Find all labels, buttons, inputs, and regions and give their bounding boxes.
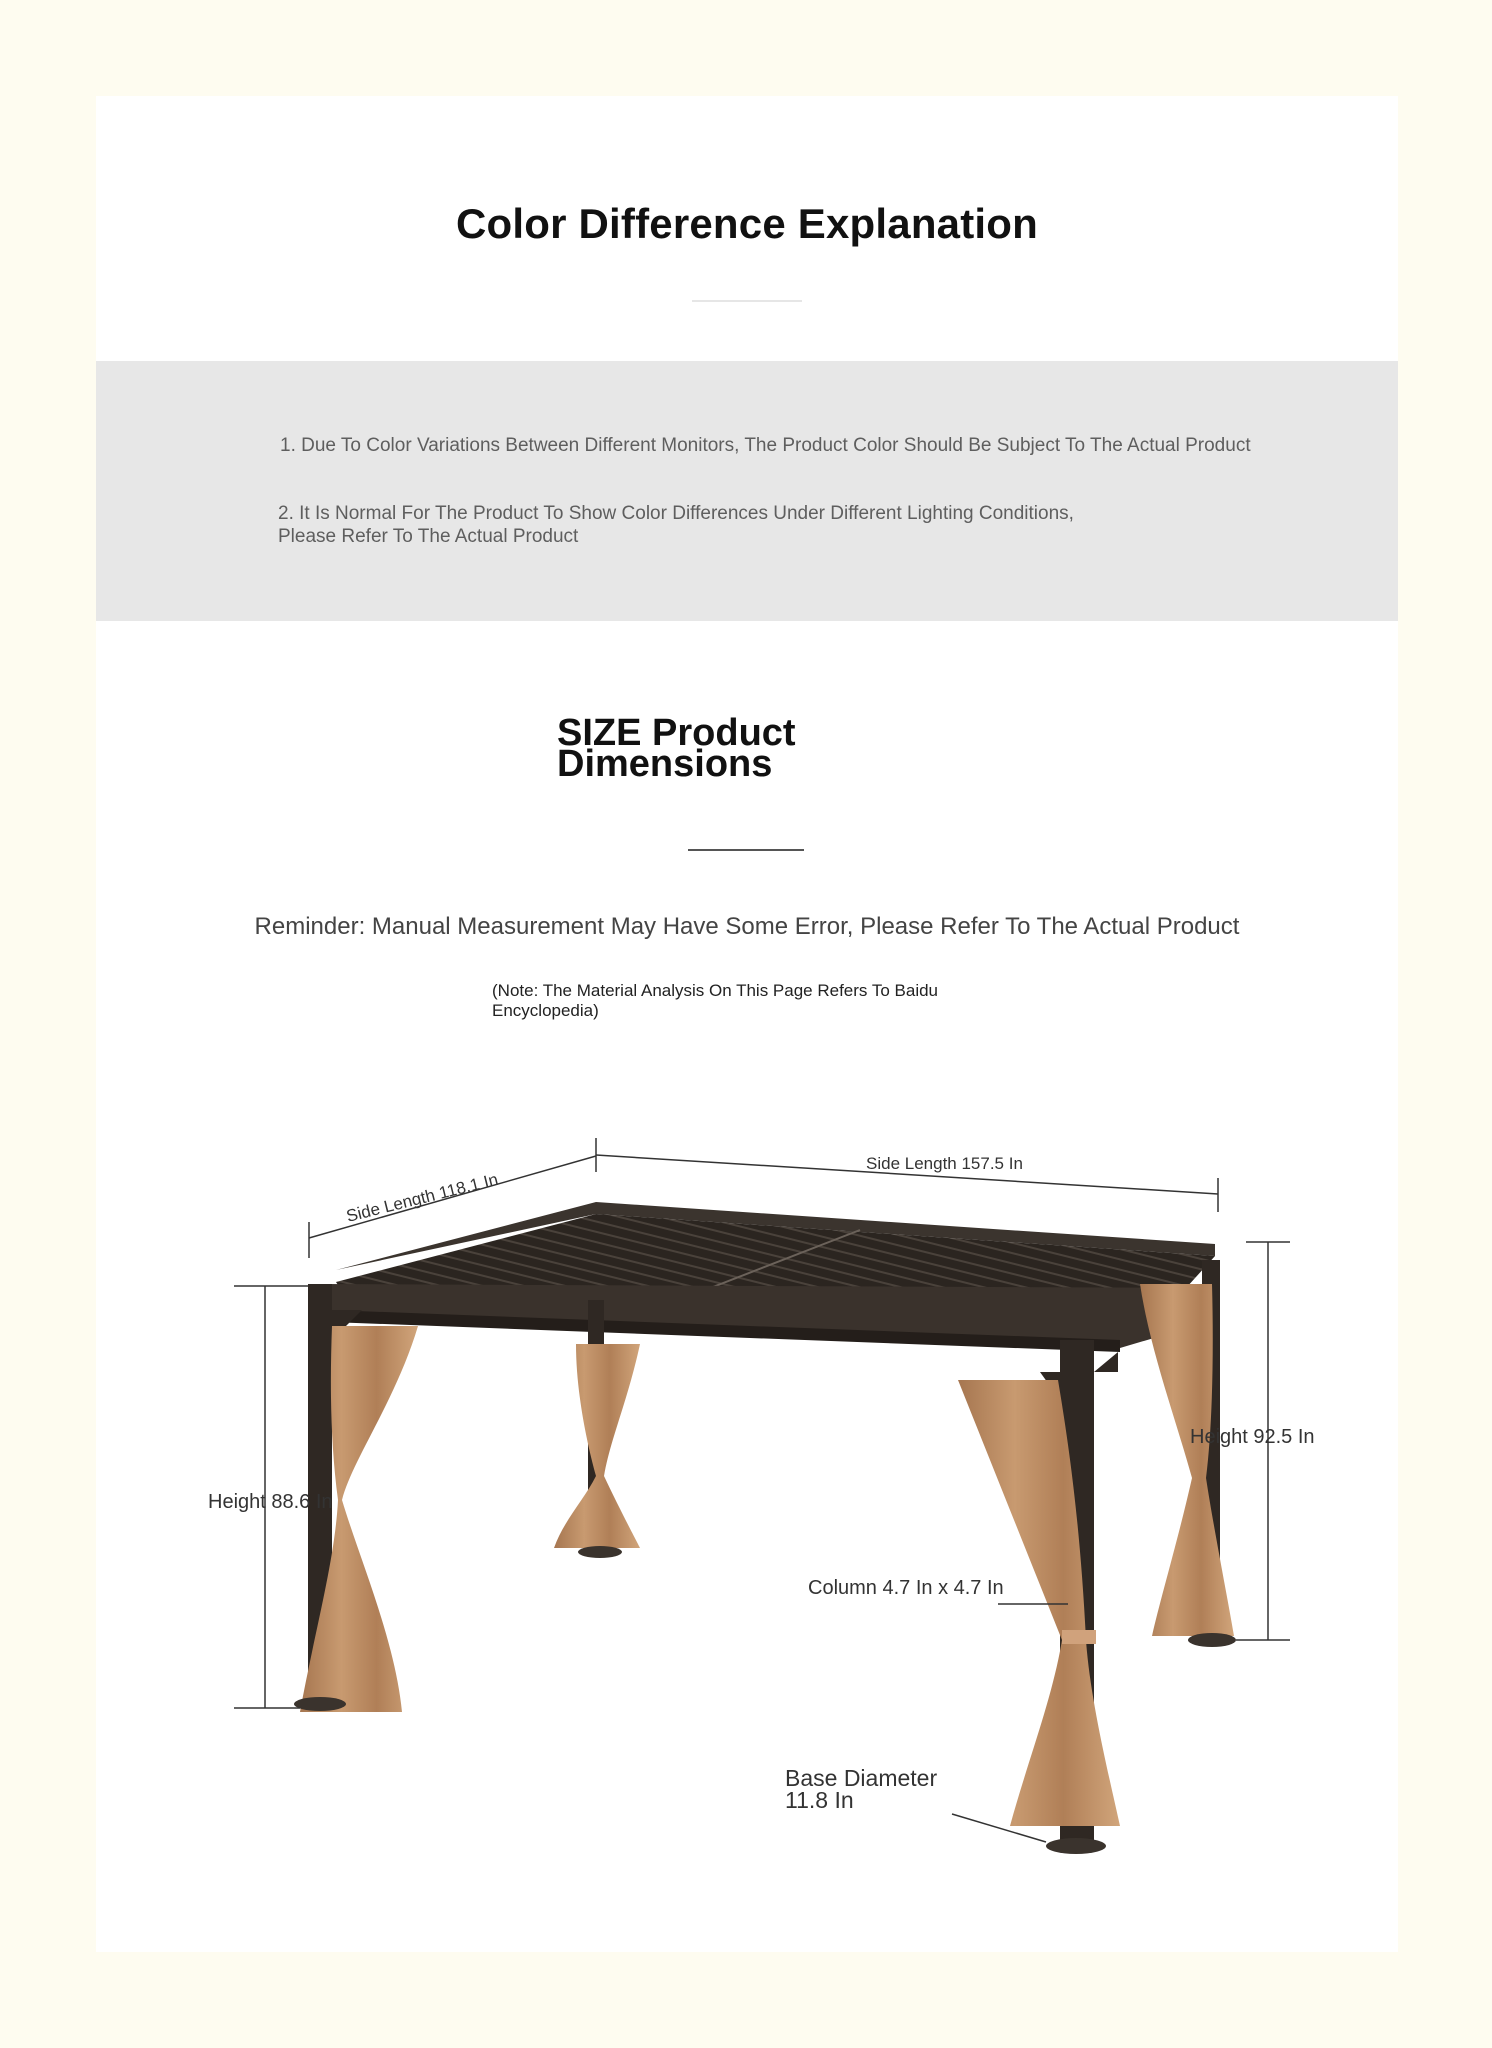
color-note-2-line2: Please Refer To The Actual Product [278,526,579,547]
curtain-back-left [554,1344,640,1548]
material-note-line1: (Note: The Material Analysis On This Page Refers To Baidu [492,981,939,1000]
color-note-2-line1: 2. It Is Normal For The Product To Show Color Differences Under Different Lighting Conditions, [278,503,1074,524]
measurement-reminder: Reminder: Manual Measurement May Have Some Error, Please Refer To The Actual Product [254,913,1240,940]
color-note-1: 1. Due To Color Variations Between Different Monitors, The Product Color Should Be Subject To The Actual Product [280,435,1251,456]
color-difference-title: Color Difference Explanation [455,200,1039,247]
label-column: Column 4.7 In x 4.7 In [808,1577,1004,1599]
curtain-tie [1062,1630,1096,1644]
curtain-front-right [958,1380,1120,1826]
label-base-line2: 11.8 In [785,1787,854,1813]
size-title-line2: Dimensions [557,743,773,785]
size-title-line1: SIZE Product [557,712,796,754]
material-note-line2: Encyclopedia) [492,1001,599,1020]
pergola-roof [320,1202,1215,1352]
label-side-length-side: Side Length 118.1 In [344,1169,501,1226]
label-height-right: Height 92.5 In [1190,1426,1315,1448]
label-side-length-front: Side Length 157.5 In [866,1154,1023,1173]
label-base-line1: Base Diameter [785,1765,938,1791]
label-height-left: Height 88.6 In [208,1491,333,1513]
